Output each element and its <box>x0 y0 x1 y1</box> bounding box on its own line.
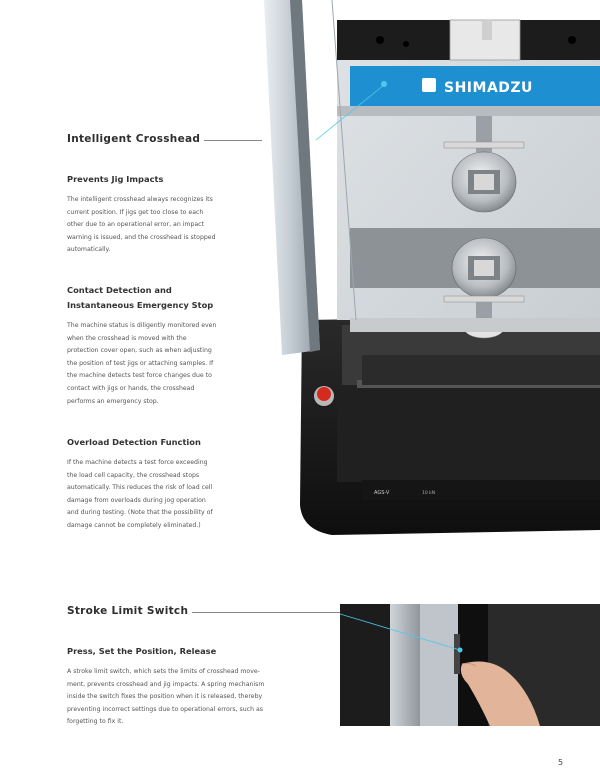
leader-line <box>192 612 340 613</box>
text-line: A stroke limit switch, which sets the limits of crosshead move- <box>67 668 260 675</box>
text-line: current position. If jigs get too close to each <box>67 208 204 216</box>
feature-heading-press-set-release: Press, Set the Position, Release <box>67 646 217 656</box>
text-line: The machine status is diligently monitored even <box>67 322 217 329</box>
text-line: protection cover open, such as when adjusting <box>67 347 212 355</box>
text-line: automatically. This reduces the risk of load cell <box>67 484 213 492</box>
indicator-dot <box>458 648 463 653</box>
heading-line: Instantaneous Emergency Stop <box>67 300 214 310</box>
feature-heading-overload-detection: Overload Detection Function <box>67 437 201 447</box>
text-line: the machine detects test force changes due to <box>67 372 212 380</box>
feature-body-stroke-limit <box>67 666 327 729</box>
heading-line: Contact Detection and <box>67 285 172 295</box>
text-line: other due to an operational error, an impact <box>67 221 205 229</box>
text-line: automatically. <box>67 246 111 254</box>
brand-logo: SHIMADZU <box>444 80 533 96</box>
text-line: If the machine detects a test force exceeding <box>67 459 208 466</box>
feature-body-jig-impacts <box>67 194 257 257</box>
text-line: warning is issued, and the crosshead is stopped <box>67 233 216 241</box>
text-line: damage from overloads during jog operation <box>67 496 206 504</box>
indicator-dot <box>381 81 387 87</box>
text-line: the position of test jigs or attaching samples. If <box>67 359 214 367</box>
capacity-label: 10 kN <box>422 491 436 496</box>
text-line: The intelligent crosshead always recognizes its <box>67 196 213 203</box>
feature-body-contact-detection <box>67 320 257 408</box>
text-line: the load cell capacity, the crosshead stops <box>67 471 200 479</box>
text-line: performs an emergency stop. <box>67 397 159 405</box>
page-number: 5 <box>558 758 564 767</box>
text-line: preventing incorrect settings due to operational errors, such as <box>67 705 263 713</box>
feature-body-overload-detection <box>67 457 257 533</box>
section-title-stroke-limit-switch: Stroke Limit Switch <box>67 605 189 617</box>
stroke-limit-switch-photo <box>340 604 600 726</box>
text-line: inside the switch fixes the position when it is released, thereby <box>67 693 263 701</box>
text-line: and during testing. (Note that the possibility of <box>67 509 213 517</box>
section-title-intelligent-crosshead: Intelligent Crosshead <box>67 133 201 145</box>
text-line: ment, prevents crosshead and jig impacts. A spring mechanism <box>67 680 265 688</box>
text-line: contact with jigs or hands, the crosshead <box>67 384 195 392</box>
model-label: AGS-V <box>374 490 390 496</box>
text-line: damage cannot be completely eliminated.) <box>67 521 201 529</box>
feature-heading-contact-detection <box>67 283 213 313</box>
emergency-stop-button <box>317 387 331 401</box>
testing-machine-illustration <box>262 0 600 560</box>
text-line: when the crosshead is moved with the <box>67 334 187 342</box>
text-line: forgetting to fix it. <box>67 718 124 726</box>
feature-heading-jig-impacts: Prevents Jig Impacts <box>67 174 164 184</box>
